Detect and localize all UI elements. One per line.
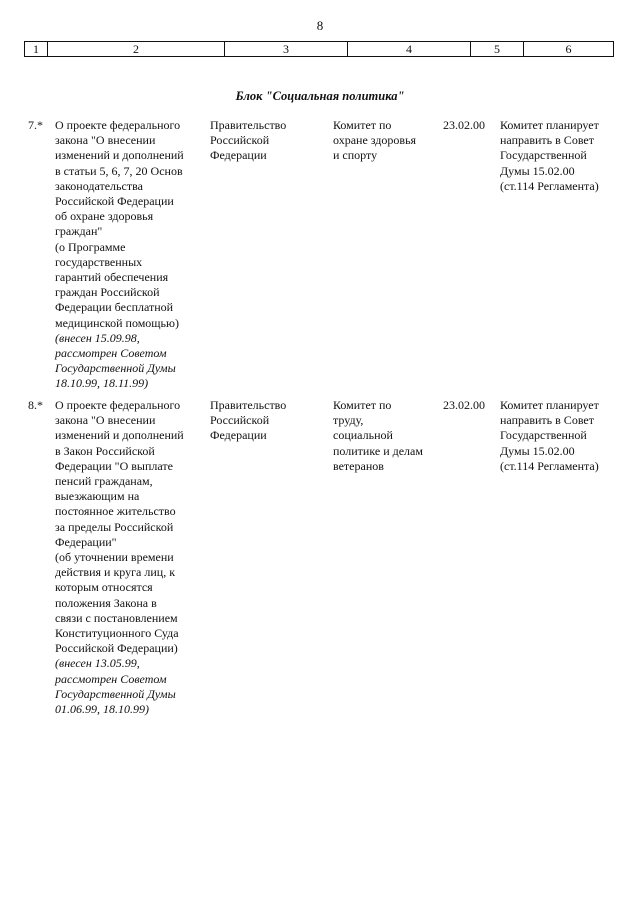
- text-line: политике и делам: [333, 443, 423, 458]
- text-line: Правительство: [210, 398, 287, 412]
- text-line: Федерации: [210, 148, 267, 163]
- responsible-committee: [333, 118, 445, 164]
- text-line: Федерации "О выплате: [55, 458, 173, 473]
- column-header-2: 2: [48, 42, 225, 57]
- date: 23.02.00: [443, 398, 485, 412]
- text-line: Федерации бесплатной: [55, 300, 174, 315]
- bill-title: [55, 118, 203, 392]
- block-title: Блок "Социальная политика": [235, 89, 405, 103]
- text-line: положения Закона в: [55, 595, 157, 610]
- text-line: ветеранов: [333, 458, 384, 473]
- text-line: О проекте федерального: [55, 118, 181, 132]
- text-line: граждан": [55, 224, 103, 239]
- text-line: рассмотрен Советом: [55, 671, 167, 686]
- text-line: которым относятся: [55, 580, 153, 595]
- text-line: медицинской помощью): [55, 315, 179, 330]
- text-line: (ст.114 Регламента): [500, 458, 599, 473]
- text-line: Федерации": [55, 534, 117, 549]
- text-line: Думы 15.02.00: [500, 163, 575, 178]
- row-number: 7.*: [28, 118, 43, 132]
- text-line: труду,: [333, 413, 364, 428]
- text-line: выезжающим на: [55, 489, 140, 504]
- column-header-table: [24, 41, 614, 57]
- text-line: Комитет по: [333, 118, 392, 132]
- bill-note-lines: [55, 656, 203, 717]
- text-line: Комитет по: [333, 398, 392, 412]
- row-number: 8.*: [28, 398, 43, 412]
- text-line: Государственной: [500, 148, 587, 163]
- text-line: направить в Совет: [500, 413, 594, 428]
- text-line: 18.10.99, 18.11.99): [55, 376, 149, 391]
- text-line: за пределы Российской: [55, 519, 174, 534]
- column-header-4: 4: [348, 42, 471, 57]
- text-line: социальной: [333, 428, 393, 443]
- text-line: Комитет планирует: [500, 118, 599, 132]
- text-line: граждан Российской: [55, 285, 160, 300]
- text-line: Федерации: [210, 428, 267, 443]
- text-line: государственных: [55, 254, 143, 269]
- text-line: (о Программе: [55, 239, 126, 254]
- text-line: Комитет планирует: [500, 398, 599, 412]
- text-line: (ст.114 Регламента): [500, 178, 599, 193]
- text-line: О проекте федерального: [55, 398, 181, 412]
- text-line: Российской Федерации): [55, 641, 178, 656]
- page-number: 8: [316, 18, 324, 33]
- column-header-6: 6: [524, 42, 614, 57]
- text-line: (внесен 13.05.99,: [55, 656, 140, 671]
- text-line: изменений и дополнений: [55, 428, 184, 443]
- text-line: направить в Совет: [500, 133, 594, 148]
- text-line: Российской: [210, 133, 270, 148]
- column-header-1: 1: [25, 42, 48, 57]
- text-line: об охране здоровья: [55, 209, 154, 224]
- responsible-committee: [333, 398, 445, 474]
- text-line: постоянное жительство: [55, 504, 176, 519]
- text-line: закона "О внесении: [55, 133, 156, 148]
- text-line: пенсий гражданам,: [55, 474, 153, 489]
- committee-plan: [500, 398, 620, 474]
- text-line: закона "О внесении: [55, 413, 156, 428]
- bill-author: [210, 118, 320, 164]
- text-line: охране здоровья: [333, 133, 417, 148]
- text-line: Правительство: [210, 118, 287, 132]
- bill-title-lines: [55, 398, 203, 656]
- text-line: и спорту: [333, 148, 378, 163]
- text-line: изменений и дополнений: [55, 148, 184, 163]
- text-line: Думы 15.02.00: [500, 443, 575, 458]
- date: 23.02.00: [443, 118, 485, 132]
- text-line: рассмотрен Советом: [55, 346, 167, 361]
- text-line: Государственной: [500, 428, 587, 443]
- text-line: Российской Федерации: [55, 194, 174, 209]
- bill-note-lines: [55, 331, 203, 392]
- column-header-5: 5: [471, 42, 524, 57]
- text-line: 01.06.99, 18.10.99): [55, 702, 149, 717]
- text-line: законодательства: [55, 178, 143, 193]
- text-line: Государственной Думы: [55, 361, 176, 376]
- text-line: Российской: [210, 413, 270, 428]
- text-line: в статьи 5, 6, 7, 20 Основ: [55, 163, 183, 178]
- committee-plan: [500, 118, 620, 194]
- text-line: (внесен 15.09.98,: [55, 330, 140, 345]
- text-line: Государственной Думы: [55, 686, 176, 701]
- bill-title-lines: [55, 118, 203, 331]
- text-line: связи с постановлением: [55, 610, 178, 625]
- bill-title: [55, 398, 203, 717]
- text-line: Конституционного Суда: [55, 626, 179, 641]
- bill-author: [210, 398, 320, 444]
- column-header-3: 3: [225, 42, 348, 57]
- text-line: (об уточнении времени: [55, 550, 174, 565]
- text-line: в Закон Российской: [55, 443, 155, 458]
- text-line: действия и круга лиц, к: [55, 565, 176, 580]
- text-line: гарантий обеспечения: [55, 270, 169, 285]
